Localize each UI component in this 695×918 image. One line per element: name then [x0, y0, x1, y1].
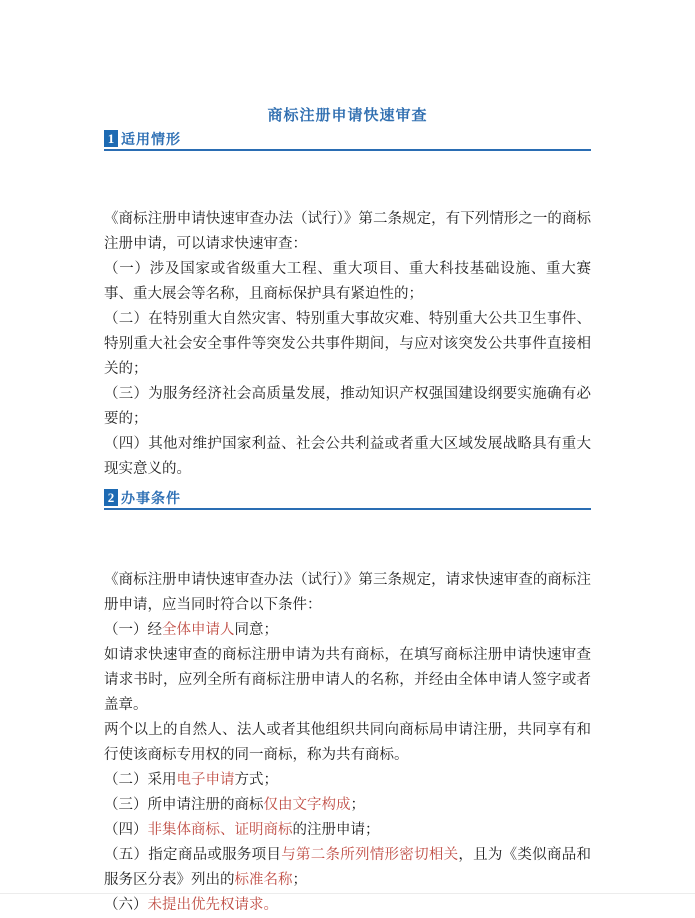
highlighted-text: 全体申请人 [162, 622, 235, 638]
text-run: （四） [104, 822, 148, 838]
section-heading: 适用情形 [121, 132, 181, 148]
text-run: （五）指定商品或服务项目 [104, 847, 282, 863]
section-number-badge: 2 [104, 489, 118, 506]
paragraph [104, 207, 591, 257]
text-run: （一）涉及国家或省级重大工程、重大项目、重大科技基础设施、重大赛事、重大展会等名称，且商标保护具有紧迫性的； [104, 261, 591, 302]
text-run: ，且为《类似商品和服务区分表》列出的 [104, 847, 591, 888]
paragraph [104, 568, 591, 618]
section-handling-conditions [104, 489, 591, 918]
paragraph [104, 643, 591, 718]
text-run: （二）采用 [104, 772, 177, 788]
page-bottom-divider [0, 893, 695, 894]
highlighted-text: 与第二条所列情形密切相关 [281, 847, 459, 863]
highlighted-text: 未提出优先权请求。 [147, 897, 278, 913]
text-run: 同意； [234, 622, 278, 638]
paragraph [104, 382, 591, 432]
highlighted-text: 电子申请 [176, 772, 235, 788]
section-heading: 办事条件 [121, 491, 181, 507]
highlighted-text: 非集体商标、证明商标 [147, 822, 293, 838]
text-run: （一）经 [104, 622, 162, 638]
text-run: 的注册申请； [292, 822, 380, 838]
highlighted-text: 仅由文字构成 [263, 797, 351, 813]
text-run: ； [292, 872, 307, 888]
paragraph [104, 257, 591, 307]
section-number-badge: 1 [104, 130, 118, 147]
text-run: （四）其他对维护国家利益、社会公共利益或者重大区域发展战略具有重大现实意义的。 [104, 436, 591, 477]
text-run: 《商标注册申请快速审查办法（试行）》第二条规定，有下列情形之一的商标注册申请，可以请求快速审查： [104, 211, 591, 252]
section-applicable-situations [104, 130, 591, 482]
section-header [104, 489, 591, 510]
text-run: ； [350, 797, 365, 813]
document-title: 商标注册申请快速审查 [267, 108, 428, 124]
text-run: （三）所申请注册的商标 [104, 797, 264, 813]
paragraph [104, 893, 591, 918]
paragraph [104, 768, 591, 793]
paragraph [104, 618, 591, 643]
paragraph [104, 818, 591, 843]
section-header [104, 130, 591, 151]
highlighted-text: 标准名称 [234, 872, 293, 888]
paragraph [104, 843, 591, 893]
text-run: 两个以上的自然人、法人或者其他组织共同向商标局申请注册，共同享有和行使该商标专用权的同一商标，称为共有商标。 [104, 722, 591, 763]
text-run: （三）为服务经济社会高质量发展，推动知识产权强国建设纲要实施确有必要的； [104, 386, 591, 427]
section-body [104, 568, 591, 918]
paragraph [104, 793, 591, 818]
text-run: 如请求快速审查的商标注册申请为共有商标，在填写商标注册申请快速审查请求书时，应列全所有商标注册申请人的名称，并经由全体申请人签字或者盖章。 [104, 647, 591, 713]
paragraph [104, 307, 591, 382]
text-run: （二）在特别重大自然灾害、特别重大事故灾难、特别重大公共卫生事件、特别重大社会安全事件等突发公共事件期间，与应对该突发公共事件直接相关的； [104, 311, 591, 377]
paragraph [104, 432, 591, 482]
section-body [104, 207, 591, 482]
text-run: 方式； [234, 772, 278, 788]
text-run: （六） [104, 897, 148, 913]
paragraph [104, 718, 591, 768]
text-run: 《商标注册申请快速审查办法（试行）》第三条规定，请求快速审查的商标注册申请，应当同时符合以下条件： [104, 572, 591, 613]
